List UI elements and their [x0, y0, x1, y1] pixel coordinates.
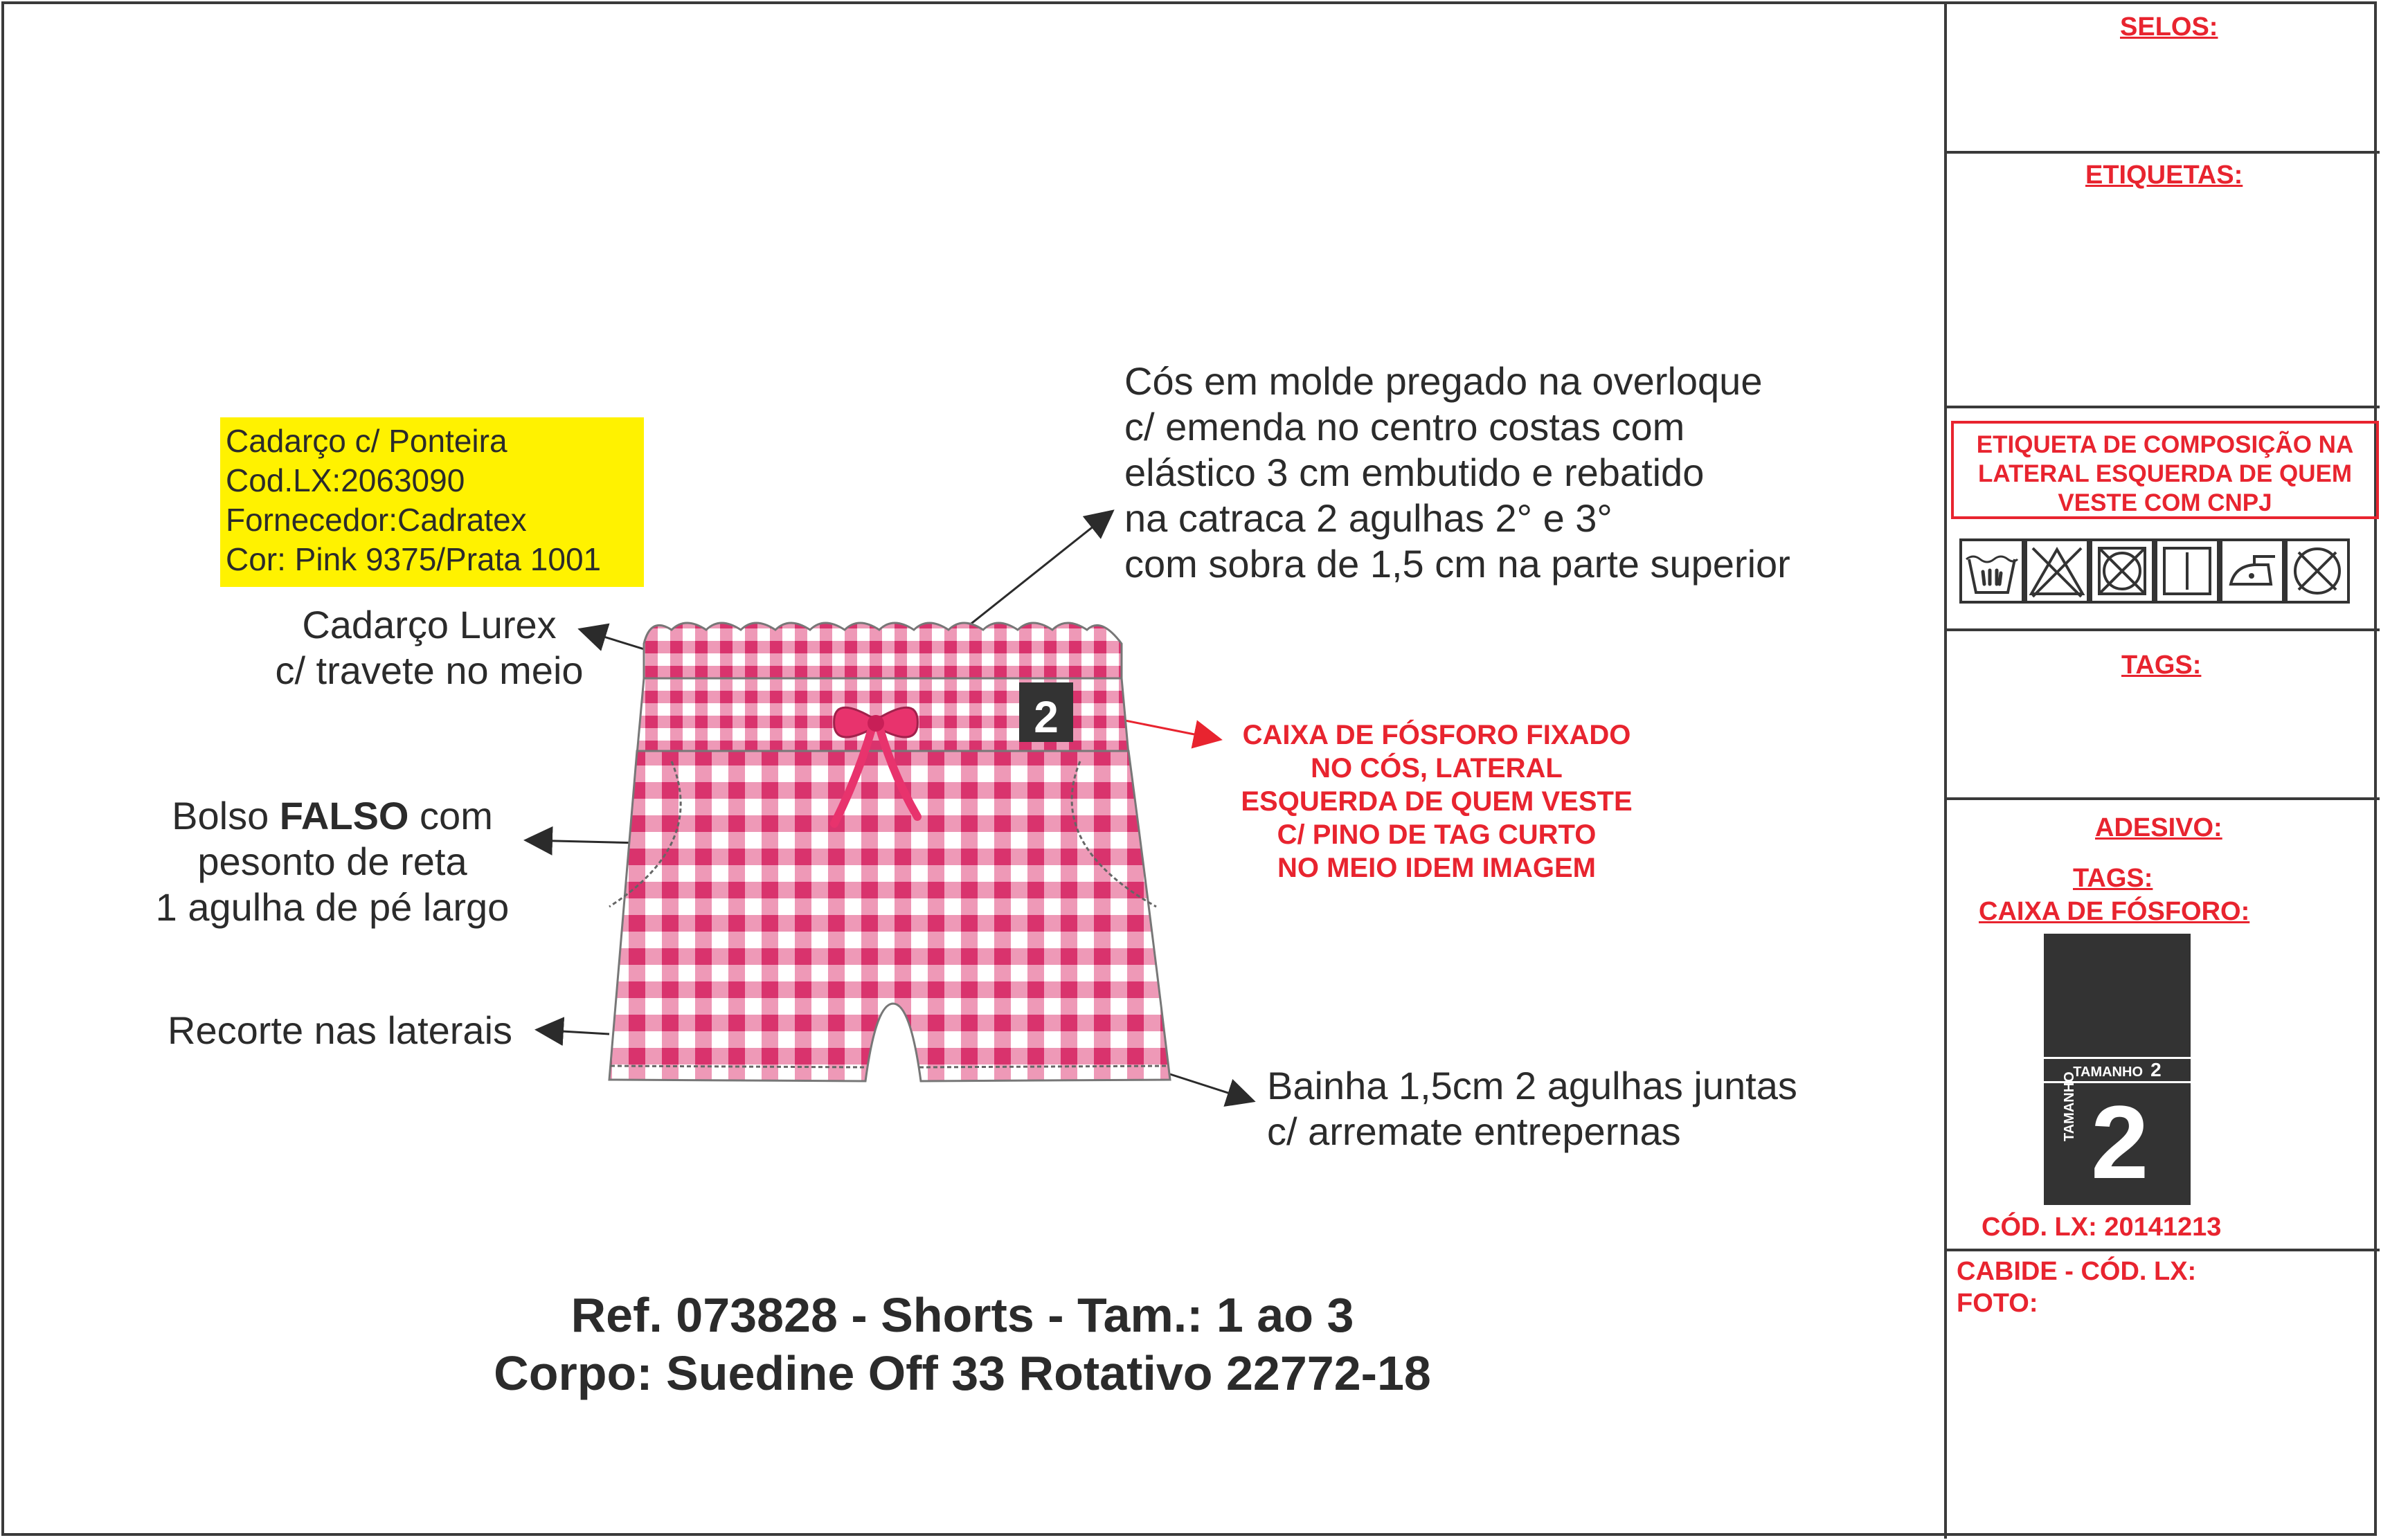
note-line: c/ travete no meio — [275, 649, 584, 692]
red-line: C/ PINO DE TAG CURTO — [1277, 819, 1597, 850]
bolso-pre: Bolso — [172, 794, 280, 837]
bolso-post: com — [408, 794, 493, 837]
adesivo-label: ADESIVO: — [2095, 813, 2222, 842]
note-line: c/ arremate entrepernas — [1267, 1109, 1681, 1153]
tag-big-number: 2 — [2091, 1084, 2149, 1200]
note-line: com sobra de 1,5 cm na parte superior — [1124, 542, 1790, 586]
drawstring-knot — [868, 715, 884, 732]
red-line: ESQUERDA DE QUEM VESTE — [1241, 786, 1633, 817]
cadarco-note — [249, 602, 609, 694]
tag-vertical-label: TAMANHO — [2062, 1071, 2077, 1141]
cadarco-spec-box — [220, 417, 644, 587]
composition-line: LATERAL ESQUERDA DE QUEM — [1978, 460, 2352, 487]
note-line: elástico 3 cm embutido e rebatido — [1124, 451, 1705, 494]
etiquetas-label: ETIQUETAS: — [2085, 161, 2243, 190]
garment-tag-number: 2 — [1034, 692, 1059, 742]
shorts-body — [609, 751, 1170, 1081]
spec-line: Fornecedor:Cadratex — [226, 502, 527, 538]
note-line: Cós em molde pregado na overloque — [1124, 359, 1763, 403]
composition-line: VESTE COM CNPJ — [2058, 489, 2272, 516]
tags-label: TAGS: — [2121, 651, 2202, 680]
note-line — [138, 793, 526, 839]
red-line: NO CÓS, LATERAL — [1311, 753, 1563, 783]
bainha-note — [1267, 1063, 1797, 1154]
recorte-note: Recorte nas laterais — [168, 1008, 513, 1052]
bolso-note — [138, 793, 526, 930]
spec-line: Cor: Pink 9375/Prata 1001 — [226, 541, 602, 577]
spec-line: Cod.LX:2063090 — [226, 462, 465, 498]
ref-line: Ref. 073828 - Shorts - Tam.: 1 ao 3 — [570, 1288, 1354, 1342]
note-line: Cadarço Lurex — [302, 603, 557, 646]
composition-line: ETIQUETA DE COMPOSIÇÃO NA — [1976, 431, 2354, 458]
selos-label: SELOS: — [2120, 12, 2218, 42]
note-line: pesonto de reta — [197, 840, 467, 883]
caixa-fosforo-note — [1208, 718, 1665, 885]
product-reference — [374, 1286, 1551, 1402]
red-line: NO MEIO IDEM IMAGEM — [1277, 853, 1596, 883]
note-line: Bainha 1,5cm 2 agulhas juntas — [1267, 1064, 1797, 1107]
tag-size-text: TAMANHO — [2073, 1065, 2144, 1080]
red-line: CAIXA DE FÓSFORO FIXADO — [1242, 720, 1631, 750]
tags-sub-label: TAGS: — [2073, 864, 2153, 893]
note-line: 1 agulha de pé largo — [155, 885, 510, 929]
cod-lx-label: CÓD. LX: 20141213 — [1982, 1213, 2222, 1242]
shorts-illustration — [595, 616, 1191, 1100]
caixa-fosforo-label: CAIXA DE FÓSFORO: — [1979, 897, 2250, 926]
ref-line: Corpo: Suedine Off 33 Rotativo 22772-18 — [494, 1346, 1431, 1400]
note-line: c/ emenda no centro costas com — [1124, 405, 1685, 449]
bolso-bold: FALSO — [279, 794, 409, 837]
note-line: na catraca 2 agulhas 2° e 3° — [1124, 496, 1612, 540]
spec-line: Cadarço c/ Ponteira — [226, 423, 507, 459]
foto-label: FOTO: — [1957, 1289, 2038, 1318]
cabide-label: CABIDE - CÓD. LX: — [1957, 1257, 2197, 1286]
cos-note — [1124, 359, 1790, 587]
tag-size-number: 2 — [2150, 1059, 2162, 1080]
